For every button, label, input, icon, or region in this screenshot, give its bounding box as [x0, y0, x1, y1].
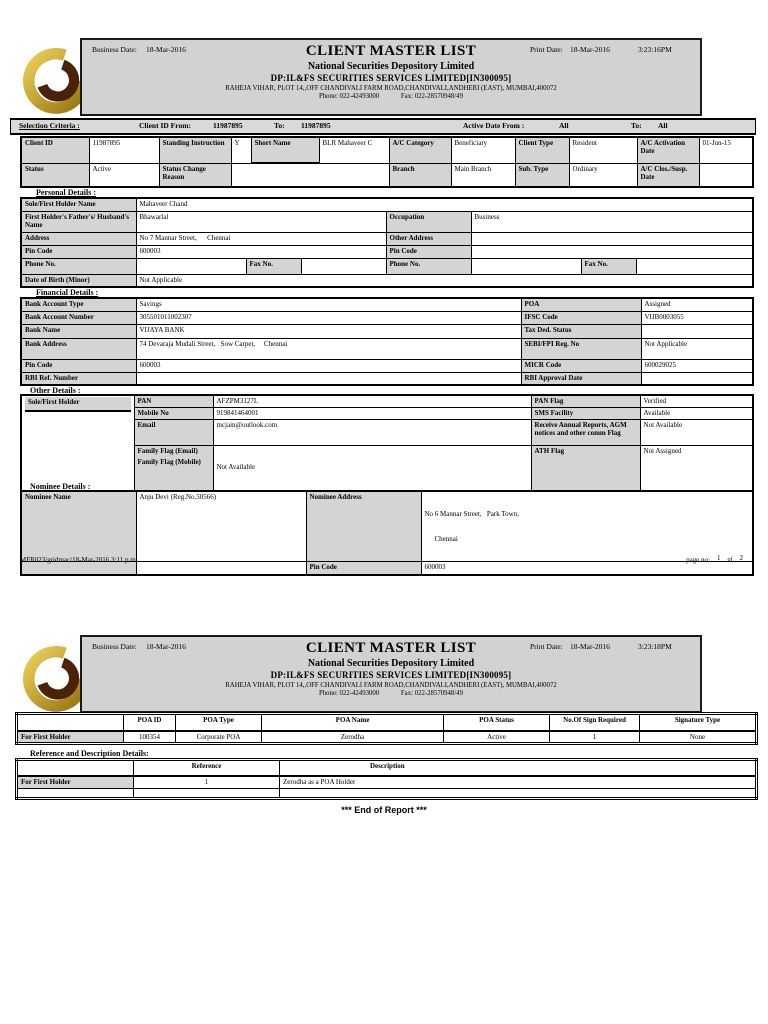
- poa-value: Assigned: [641, 298, 753, 311]
- holder-name-value: Mahaveer Chand: [136, 198, 753, 211]
- poa-type-value: Corporate POA: [176, 731, 262, 744]
- org-name: National Securities Depository Limited: [307, 61, 475, 72]
- occupation-label: Occupation: [386, 211, 471, 232]
- print-date-label: Print Date:: [530, 642, 563, 651]
- sms-facility-label: SMS Facility: [531, 407, 640, 419]
- dp-fax: Fax: 022-28570948/49: [400, 690, 464, 697]
- ac-category-label: A/C Category: [389, 137, 451, 163]
- empty-cell: [280, 789, 757, 799]
- poa-name-header: POA Name: [262, 714, 444, 731]
- print-date-value: 18-Mar-2016: [570, 45, 610, 54]
- client-id-label: Client ID: [21, 137, 89, 163]
- client-type-label: Client Type: [515, 137, 569, 163]
- no-of-sign-value: 1: [550, 731, 640, 744]
- pan-flag-value: Verified: [640, 395, 753, 407]
- sole-first-holder-label: Sole/First Holder: [25, 397, 131, 412]
- report-header-page-2: [80, 635, 702, 713]
- reference-header-blank: [17, 760, 134, 776]
- bank-pin-code-label: Pin Code: [21, 359, 136, 372]
- sebi-fpi-reg-label: SEBI/FPI Reg. No: [521, 338, 641, 359]
- business-date-value: 18-Mar-2016: [146, 642, 186, 651]
- father-name-label: First Holder's Father's/ Husband's Name: [21, 211, 136, 232]
- ifsc-code-value: VIJB0003055: [641, 311, 753, 324]
- nominee-pin-code-label: Pin Code: [306, 562, 421, 575]
- ac-activation-date-label: A/C Activation Date: [637, 137, 699, 163]
- nominee-name-label: Nominee Name: [21, 491, 136, 562]
- signature-type-value: None: [640, 731, 757, 744]
- standing-instruction-label: Standing Instruction: [159, 137, 231, 163]
- dp-phone: Phone: 022-42493000: [318, 690, 380, 697]
- dp-phone-fax: [82, 690, 700, 697]
- report-title: CLIENT MASTER LIST: [305, 43, 477, 59]
- page-2: [0, 600, 768, 1024]
- pan-flag-label: PAN Flag: [531, 395, 640, 407]
- dp-name: DP:IL&FS SECURITIES SERVICES LIMITED[IN300095]: [270, 670, 512, 680]
- client-id-to-value: 11987895: [301, 121, 331, 130]
- pan-label: PAN: [134, 395, 213, 407]
- other-pin-code-label: Pin Code: [386, 245, 471, 258]
- short-name-value: BLR Mahaveer C: [319, 137, 389, 163]
- reference-row-label: For First Holder: [17, 776, 134, 789]
- reference-description-heading: Reference and Description Details:: [30, 749, 149, 758]
- tax-ded-status-value: [641, 324, 753, 338]
- bank-account-number-label: Bank Account Number: [21, 311, 136, 324]
- poa-name-value: Zerodha: [262, 731, 444, 744]
- short-name-label: Short Name: [251, 137, 319, 163]
- print-time-value: 3:23:16PM: [638, 45, 672, 54]
- email-label: Email: [134, 419, 213, 445]
- reference-description-table: [15, 758, 758, 800]
- to-label-1: To:: [274, 121, 285, 130]
- family-flag-mobile-label: Family Flag (Mobile): [137, 457, 201, 466]
- rbi-approval-date-label: RBI Approval Date: [521, 372, 641, 385]
- bank-pin-code-value: 600003: [136, 359, 521, 372]
- sms-facility-value: Available: [640, 407, 753, 419]
- end-of-report-text: *** End of Report ***: [341, 805, 427, 815]
- dp-name: DP:IL&FS SECURITIES SERVICES LIMITED[IN300095]: [270, 73, 512, 83]
- bank-account-number-value: 305501011002307: [136, 311, 521, 324]
- selection-criteria-bar: [10, 118, 756, 135]
- family-flag-email-label: Family Flag (Email): [137, 446, 198, 455]
- ath-flag-value: Not Assigned: [640, 445, 753, 518]
- no-of-sign-header: No.Of Sign Required: [550, 714, 640, 731]
- org-name: National Securities Depository Limited: [307, 658, 475, 669]
- active-date-from-label: Active Date From :: [463, 121, 525, 130]
- nominee-details-heading: Nominee Details :: [30, 482, 91, 491]
- branch-label: Branch: [389, 163, 451, 187]
- dp-fax: Fax: 022-28570948/49: [400, 93, 464, 100]
- micr-code-value: 600029025: [641, 359, 753, 372]
- phone-no-value: [136, 258, 246, 274]
- financial-details-heading: Financial Details :: [36, 288, 99, 297]
- other-address-value: [471, 232, 753, 245]
- other-address-label: Other Address: [386, 232, 471, 245]
- poa-table: [15, 712, 758, 745]
- poa-id-value: 100354: [124, 731, 176, 744]
- father-name-value: Bhawarlal: [136, 211, 386, 232]
- address-label: Address: [21, 232, 136, 245]
- fax-no-2-value: [636, 258, 753, 274]
- holder-name-label: Sole/First Holder Name: [21, 198, 136, 211]
- nominee-name-value: Anju Devi (Reg.No.50566): [136, 491, 306, 562]
- empty-cell: [17, 789, 134, 799]
- bank-address-label: Bank Address: [21, 338, 136, 359]
- fax-no-value: [301, 258, 386, 274]
- mobile-no-value: 919841464001: [213, 407, 531, 419]
- annual-reports-flag-value: Not Available: [640, 419, 753, 445]
- poa-status-value: Active: [444, 731, 550, 744]
- client-id-from-label: Client ID From:: [139, 121, 191, 130]
- active-date-from-value: All: [559, 121, 569, 130]
- description-value: Zerodha as a POA Holder: [280, 776, 757, 789]
- client-id-value: 11987895: [89, 137, 159, 163]
- ac-activation-date-value: 01-Jun-15: [699, 137, 753, 163]
- mobile-no-label: Mobile No: [134, 407, 213, 419]
- status-value: Active: [89, 163, 159, 187]
- poa-status-header: POA Status: [444, 714, 550, 731]
- ath-flag-label: ATH Flag: [531, 445, 640, 518]
- phone-no-2-value: [471, 258, 581, 274]
- poa-row-label: For First Holder: [17, 731, 124, 744]
- empty-cell: [134, 789, 280, 799]
- business-date-value: 18-Mar-2016: [146, 45, 186, 54]
- ac-clos-susp-date-label: A/C Clos./Susp. Date: [637, 163, 699, 187]
- active-date-to-value: All: [658, 121, 668, 130]
- client-type-value: Resident: [569, 137, 637, 163]
- rbi-approval-date-value: [641, 372, 753, 385]
- report-reference-footer: MFR023/gridmac/18-Mar-2016 3:11 p.m.: [20, 556, 138, 564]
- pin-code-value: 600003: [136, 245, 386, 258]
- nominee-address-label: Nominee Address: [306, 491, 421, 562]
- dp-phone: Phone: 022-42493000: [318, 93, 380, 100]
- reference-value: 1: [134, 776, 280, 789]
- occupation-value: Business: [471, 211, 753, 232]
- rbi-ref-number-label: RBI Ref. Number: [21, 372, 136, 385]
- dp-address: RAHEJA VIHAR, PLOT 14,,OFF CHANDIVALI FARM ROAD,CHANDIVALI,ANDHERI (EAST), MUMBAI,400072: [225, 682, 557, 689]
- empty-cell: [136, 562, 306, 575]
- print-date-label: Print Date:: [530, 45, 563, 54]
- nominee-address-value: [421, 491, 753, 562]
- page-number-footer: [686, 556, 750, 564]
- client-summary-table: [20, 136, 754, 188]
- page-number: 1: [717, 554, 721, 562]
- of-label: of: [727, 557, 733, 563]
- rbi-ref-number-value: [136, 372, 521, 385]
- phone-no-2-label: Phone No.: [386, 258, 471, 274]
- ac-clos-susp-date-value: [699, 163, 753, 187]
- poa-type-header: POA Type: [176, 714, 262, 731]
- pin-code-label: Pin Code: [21, 245, 136, 258]
- micr-code-label: MICR Code: [521, 359, 641, 372]
- fax-no-2-label: Fax No.: [581, 258, 636, 274]
- email-value: mcjain@outlook.com: [213, 419, 531, 445]
- sub-type-label: Sub. Type: [515, 163, 569, 187]
- nominee-pin-code-value: 600003: [421, 562, 753, 575]
- personal-details-table: [20, 197, 754, 288]
- ifsc-code-label: IFSC Code: [521, 311, 641, 324]
- selection-criteria-label: Selection Criteria :: [19, 121, 80, 130]
- dob-minor-value: Not Applicable: [136, 274, 753, 287]
- print-time-value: 3:23:18PM: [638, 642, 672, 651]
- bank-account-type-value: Savings: [136, 298, 521, 311]
- business-date-label: Business Date:: [92, 45, 137, 54]
- dp-phone-fax: [82, 93, 700, 100]
- poa-header-blank: [17, 714, 124, 731]
- branch-value: Main Branch: [451, 163, 515, 187]
- total-pages: 2: [739, 554, 743, 562]
- ac-category-value: Beneficiary: [451, 137, 515, 163]
- reference-header: Reference: [134, 760, 280, 776]
- bank-address-value: 74 Devaraja Mudali Street, Sow Carpet, Chennai: [136, 338, 521, 359]
- status-change-reason-label: Status Change Reason: [159, 163, 231, 187]
- personal-details-heading: Personal Details :: [36, 188, 96, 197]
- nominee-address-line-1: No 6 Mannar Street, Park Town,: [424, 509, 519, 518]
- phone-no-label: Phone No.: [21, 258, 136, 274]
- family-flag-email-value: Not Available: [216, 463, 256, 472]
- status-change-reason-value: [231, 163, 389, 187]
- standing-instruction-value: Y: [231, 137, 251, 163]
- financial-details-table: [20, 297, 754, 386]
- client-id-from-value: 11987895: [213, 121, 243, 130]
- report-header-page-1: [80, 38, 702, 116]
- other-pin-code-value: [471, 245, 753, 258]
- sebi-fpi-reg-value: Not Applicable: [641, 338, 753, 359]
- annual-reports-flag-label: Receive Annual Reports, AGM notices and other comm Flag: [531, 419, 640, 445]
- status-label: Status: [21, 163, 89, 187]
- description-header: Description: [280, 760, 757, 776]
- address-value: No 7 Mannar Street, Chennai: [136, 232, 386, 245]
- business-date-label: Business Date:: [92, 642, 137, 651]
- page-no-label: page no:: [686, 556, 710, 564]
- poa-id-header: POA ID: [124, 714, 176, 731]
- to-label-2: To:: [631, 121, 642, 130]
- pan-value: AFZPM3127L: [213, 395, 531, 407]
- poa-label: POA: [521, 298, 641, 311]
- other-details-heading: Other Details :: [30, 386, 81, 395]
- nominee-address-line-2: Chennai: [434, 534, 458, 543]
- dob-minor-label: Date of Birth (Minor): [21, 274, 136, 287]
- tax-ded-status-label: Tax Ded. Status: [521, 324, 641, 338]
- print-date-value: 18-Mar-2016: [570, 642, 610, 651]
- bank-name-value: VIJAYA BANK: [136, 324, 521, 338]
- fax-no-label: Fax No.: [246, 258, 301, 274]
- report-title: CLIENT MASTER LIST: [305, 640, 477, 656]
- signature-type-header: Signature Type: [640, 714, 757, 731]
- bank-name-label: Bank Name: [21, 324, 136, 338]
- sub-type-value: Ordinary: [569, 163, 637, 187]
- bank-account-type-label: Bank Account Type: [21, 298, 136, 311]
- dp-address: RAHEJA VIHAR, PLOT 14,,OFF CHANDIVALI FARM ROAD,CHANDIVALI,ANDHERI (EAST), MUMBAI,400072: [225, 85, 557, 92]
